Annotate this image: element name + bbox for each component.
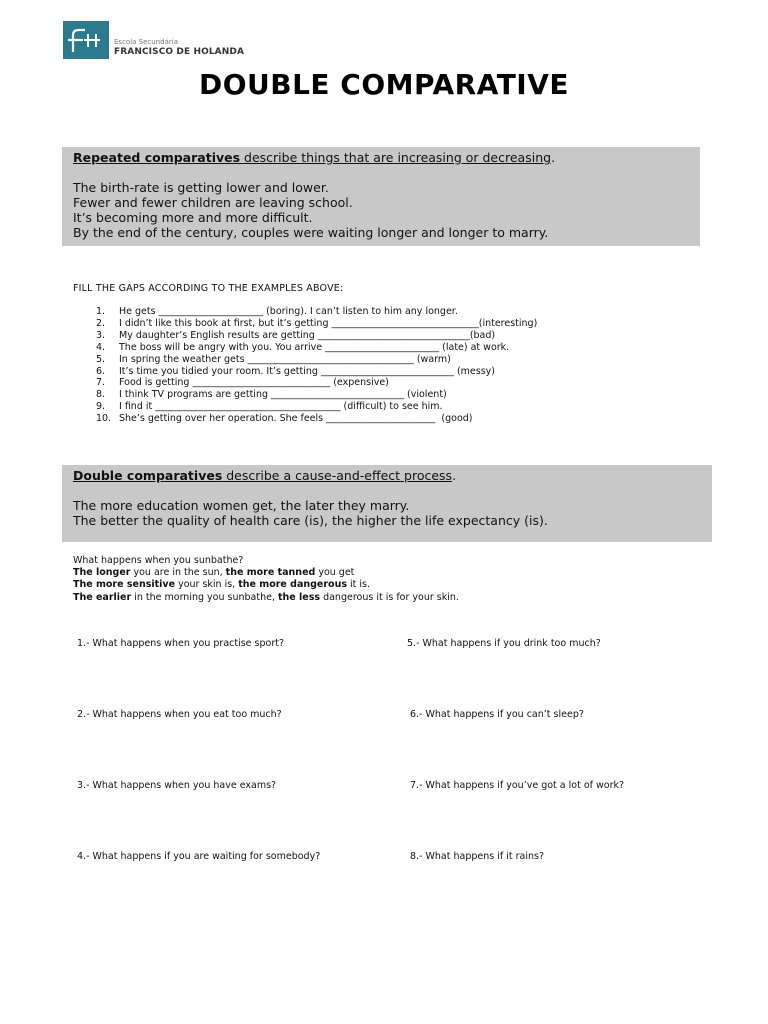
exercise-item xyxy=(96,330,537,342)
exercise-item xyxy=(96,413,537,425)
question-8: 8.- What happens if it rains? xyxy=(410,851,544,862)
double-heading-desc: describe a cause-and-effect process xyxy=(222,468,453,483)
sunbathe-text: dangerous it is for your skin. xyxy=(320,591,459,603)
exercise-item xyxy=(96,366,537,378)
exercise-number: 5. xyxy=(96,353,106,365)
repeated-comparatives-box xyxy=(62,147,700,246)
exercise-item xyxy=(96,318,537,330)
exercise-text: My daughter’s English results are getting ________________________________(bad) xyxy=(119,329,496,341)
exercise-item xyxy=(96,306,537,318)
sunbathe-line xyxy=(73,579,459,591)
repeated-example: It’s becoming more and more difficult. xyxy=(73,210,313,225)
exercise-item xyxy=(96,389,537,401)
sunbathe-text: it is. xyxy=(347,579,371,591)
exercise-text: In spring the weather gets ___________________________________ (warm) xyxy=(119,353,451,365)
repeated-example: The birth-rate is getting lower and lower. xyxy=(73,180,329,195)
double-example: The better the quality of health care (is), the higher the life expectancy (is). xyxy=(73,513,548,528)
logo-text xyxy=(114,37,244,57)
exercise-text: She’s getting over her operation. She feels _______________________ (good) xyxy=(119,413,473,425)
sunbathe-text: in the morning you sunbathe, xyxy=(131,591,278,603)
double-comparatives-box xyxy=(62,465,712,542)
sunbathe-bold: The longer xyxy=(73,567,131,579)
exercise-number: 1. xyxy=(96,306,106,317)
exercise-item xyxy=(96,377,537,389)
exercise-item xyxy=(96,401,537,413)
question-5: 5.- What happens if you drink too much? xyxy=(407,638,601,649)
logo-line-1: Escola Secundária xyxy=(114,38,178,46)
exercise-number: 9. xyxy=(96,401,106,413)
sunbathe-text: you are in the sun, xyxy=(130,567,226,579)
sunbathe-text: your skin is, xyxy=(175,579,239,591)
exercise-text: Food is getting _____________________________ (expensive) xyxy=(119,377,389,389)
sunbathe-bold: the more tanned xyxy=(225,567,316,579)
repeated-example: Fewer and fewer children are leaving school. xyxy=(73,195,353,210)
sunbathe-line xyxy=(73,567,459,579)
exercise-number: 8. xyxy=(96,389,106,401)
exercise-text: I think TV programs are getting ____________________________ (violent) xyxy=(119,389,447,401)
exercise-number: 10. xyxy=(96,413,112,425)
repeated-heading-term: Repeated comparatives xyxy=(73,150,241,165)
exercise-item xyxy=(96,354,537,366)
sunbathe-question: What happens when you sunbathe? xyxy=(73,555,244,566)
repeated-example: By the end of the century, couples were waiting longer and longer to marry. xyxy=(73,225,549,240)
school-logo xyxy=(63,21,244,59)
double-heading-term: Double comparatives xyxy=(73,468,223,483)
double-heading-period: . xyxy=(452,468,457,483)
exercise-text: It’s time you tidied your room. It’s getting ____________________________ (messy) xyxy=(119,365,496,377)
sunbathe-bold: the less xyxy=(277,591,321,603)
repeated-heading-desc: describe things that are increasing or decreasing xyxy=(240,150,552,165)
exercise-number: 2. xyxy=(96,317,106,329)
question-4: 4.- What happens if you are waiting for somebody? xyxy=(77,851,321,862)
exercise-number: 4. xyxy=(96,341,106,353)
exercise-text: He gets ______________________ (boring). I can’t listen to him any longer. xyxy=(119,306,458,317)
question-6: 6.- What happens if you can’t sleep? xyxy=(410,709,584,720)
exercise-text: I find it _______________________________________ (difficult) to see him. xyxy=(119,401,443,413)
sunbathe-bold: the more dangerous xyxy=(238,579,347,591)
question-3: 3.- What happens when you have exams? xyxy=(77,780,277,791)
sunbathe-text: you get xyxy=(315,567,355,579)
question-7: 7.- What happens if you’ve got a lot of work? xyxy=(410,780,625,791)
sunbathe-example xyxy=(73,555,459,604)
double-example: The more education women get, the later they marry. xyxy=(73,498,410,513)
exercise-list xyxy=(96,306,537,425)
exercise-number: 7. xyxy=(96,377,106,389)
sunbathe-bold: The more sensitive xyxy=(73,579,176,591)
exercise-number: 6. xyxy=(96,365,106,377)
repeated-heading xyxy=(73,150,700,165)
page-title: DOUBLE COMPARATIVE xyxy=(198,68,570,101)
exercise-item xyxy=(96,342,537,354)
double-heading xyxy=(73,468,712,483)
question-2: 2.- What happens when you eat too much? xyxy=(77,709,282,720)
exercise-number: 3. xyxy=(96,329,106,341)
logo-mark-icon xyxy=(63,21,109,59)
instructions: FILL THE GAPS ACCORDING TO THE EXAMPLES ABOVE: xyxy=(73,283,344,294)
sunbathe-line xyxy=(73,592,459,604)
question-1: 1.- What happens when you practise sport? xyxy=(77,638,285,649)
exercise-text: I didn’t like this book at first, but it’s getting _______________________________(interesting) xyxy=(119,317,538,329)
exercise-text: The boss will be angry with you. You arrive ________________________ (late) at work. xyxy=(119,341,510,353)
repeated-heading-period: . xyxy=(551,150,556,165)
logo-line-2: FRANCISCO DE HOLANDA xyxy=(114,47,245,57)
sunbathe-bold: The earlier xyxy=(73,591,132,603)
